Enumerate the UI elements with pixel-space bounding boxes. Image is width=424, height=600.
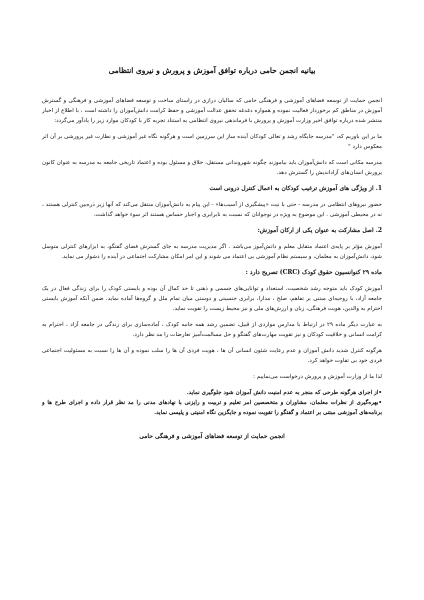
intro-paragraph: انجمن حمایت از توسعه فضاهای آموزشی و فرهنگی حامی که سالیان درازی در راستای ساخت و توسعه فضاهای آموزشی و فرهنگی و گسترش آموزش در مناطق کم برخوردار فعالیت نموده و همواره دغدغه تحقق عدالت آموزشی و حفظ کرامت دانش‌آموزان را داشته است ، با اطلاع از اخبار منتشر شده درباره توافق اخیر وزارت آموزش و پرورش با فرماندهی نیروی انتظامی به استناد تجربه کار با کودکان موارد زیر را یادآور می‌گردد: [42, 98, 382, 124]
school-paragraph: مدرسه مکانی است که دانش‌آموزان باید بیاموزند چگونه شهروندانی مستقل، خلاق و مسئول بوده و اعتماد تاریخی جامعه به مدرسه به عنوان کانون پرورش انسان‌های آزاداندیش را گسترش دهد. [42, 160, 382, 176]
section-2-heading: 2. اصل مشارکت به عنوان یکی از ارکان آموزش: [257, 227, 382, 234]
quote-paragraph: ما بر این باوریم که، "مدرسه جایگاه رشد و تعالی کودکان آینده ساز این سرزمین است و هرگونه نگاه غیر آموزشی و نظارت غیر پرورشی بر آن اثر معکوس دارد " [42, 134, 382, 150]
section-1-text: حضور نیروهای انتظامی در مدرسه - حتی با نیت «پیشگیری از آسیب‌ها» - این پیام به دانش‌آموزان منتقل می‌کند که آنها زیر ذره‌بین کنترلی هستند ، نه در محیطی آموزشی . این موضوع به ویژه در نوجوانان که نسبت به نابرابری و اجبار حساس هستند اثر سوء خواهد گذاشت. [42, 202, 382, 218]
document-title: بیانیه انجمن حامی درباره توافق آموزش و پرورش و نیروی انتظامی [108, 66, 316, 75]
section-3-heading: ماده ۲۹ کنوانسیون حقوق کودک (CRC) تصریح دارد : [245, 269, 382, 276]
section-2-text: آموزش مؤثر بر پایه‌ی اعتماد متقابل معلم و دانش‌آموز می‌باشد . اگر مدیریت مدرسه به جای گسترش فضای گفتگو، به ابزارهای کنترلی متوسل شود، دانش‌آموزان به معلمان، و سیستم نظام آموزشی بی اعتماد می شوند و این امر امکان مشارکت اجتماعی در آینده را دشوار می نماید. [42, 244, 382, 260]
signature: انجمن حمایت از توسعه فضاهای آموزشی و فرهنگی حامی [139, 433, 285, 440]
request-paragraph: لذا ما از وزارت آموزش و پرورش درخواست می‌نماییم : [253, 374, 382, 380]
request-bullet-2: •بهره‌گیری از نظرات معلمان، مشاوران و متخصصین امر تعلیم و تربیت و رایزنی با نهادهای مدنی را مد نظر قرار داده و اجرای طرح ها و برنامه‌های آموزشی مبتنی بر اعتماد و گفتگو را تقویت نموده و جایگزین نگاه امنیتی و پلیسی نماید. [42, 400, 382, 416]
section-3-text-2: به عبارت دیگر ماده ۲۹ در ارتباط با مدارس مواردی از قبیل، تضمین رشد همه جانبه کودک ، آماده‌سازی برای زندگی در جامعه آزاد ، احترام به کرامت انسانی و خلاقیت کودکان و نیز تقویت مهارت‌های گفتگو و حل مسالمت‌آمیز تعارضات را مد نظر دارد. [42, 322, 382, 338]
request-bullet-1: •از اجرای هرگونه طرحی که منجر به عدم امنیت دانش آموزان شود جلوگیری نماید. [186, 390, 382, 396]
section-1-heading: 1. از ویژگی های آموزش ترغیب کودکان به اعمال کنترل درونی است [209, 185, 382, 192]
control-paragraph: هرگونه کنترل شدید دانش آموزان و عدم رعایت شئون انسانی آن ها ، هویت فردی آن ها را سلب نموده و آن ها را نسبت به مسئولیت اجتماعی فردی خود بی تفاوت خواهد کرد. [42, 348, 382, 364]
section-3-text: آموزش کودک باید متوجه رشد شخصیت، استعداد و توانایی‌های جسمی و ذهنی تا حد کمال آن بوده و بایستی کودک را برای زندگی فعال در یک جامعه آزاد، با روحیه‌ای مبتنی بر تفاهم، صلح ، مدارا، برابری جنسیتی و دوستی میان تمام ملل و گروه‌ها آماده نماید. ضمن آنکه آموزش بایستی احترام به والدین، هویت فرهنگی، زبان و ارزش‌های ملی و نیز محیط زیست را تقویت نماید. [42, 286, 382, 312]
